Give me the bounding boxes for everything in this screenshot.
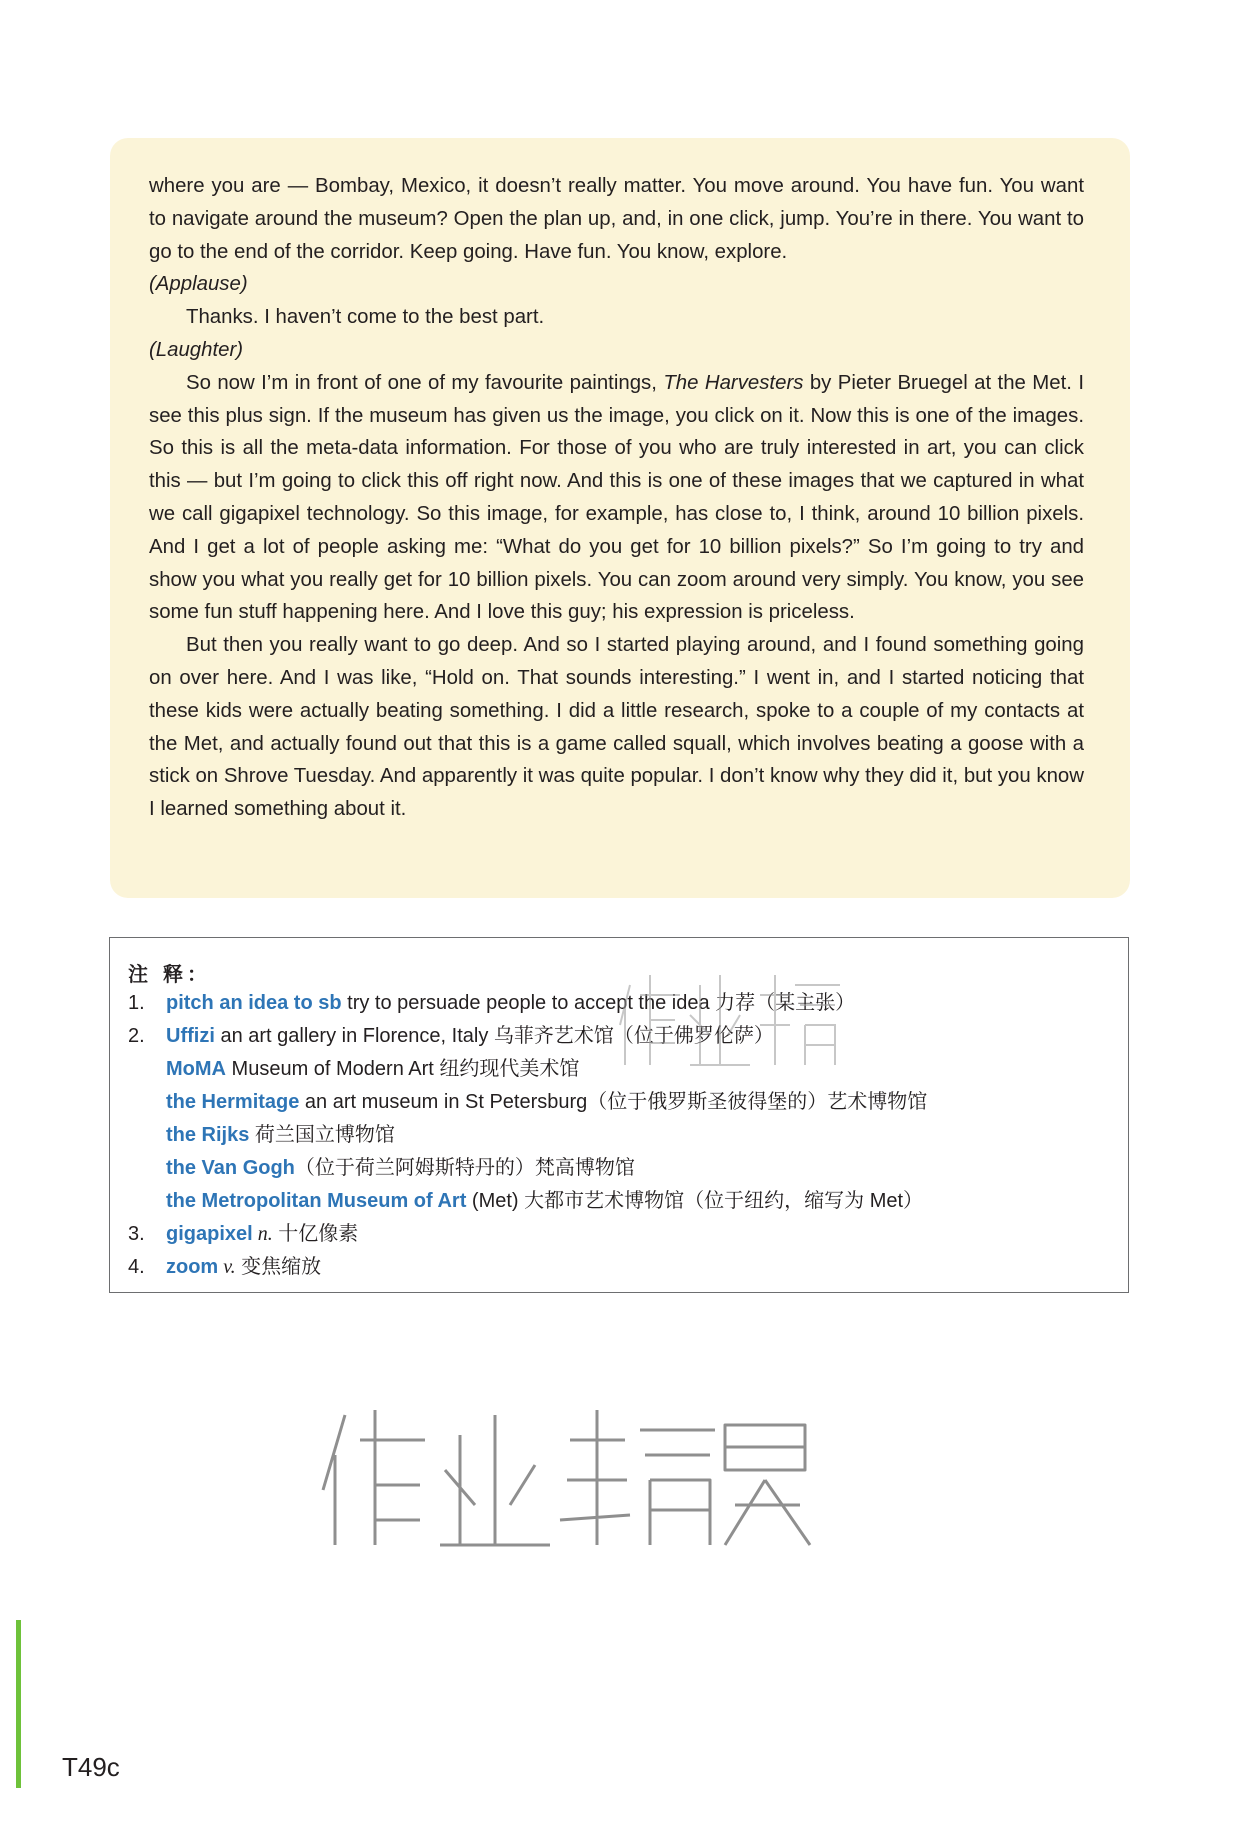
note-term: MoMA	[166, 1058, 226, 1080]
note-term: the Hermitage	[166, 1091, 300, 1113]
note-definition: Museum of Modern Art 纽约现代美术馆	[225, 1058, 580, 1080]
note-item	[128, 1088, 927, 1116]
note-item	[128, 1220, 358, 1248]
note-item	[128, 1187, 923, 1215]
note-term: the Van Gogh	[166, 1157, 295, 1179]
note-number: 2.	[128, 1025, 145, 1047]
note-definition: 荷兰国立博物馆	[249, 1124, 395, 1146]
transcript-paragraph: Thanks. I haven’t come to the best part.	[186, 306, 545, 329]
watermark-logo-small	[610, 955, 850, 1085]
note-definition: try to persuade people to accept the idea 力荐（某主张）	[341, 992, 856, 1014]
notes-title: 注 释：	[128, 962, 211, 986]
watermark-logo	[305, 1395, 825, 1555]
text-run: by Pieter Bruegel at the Met. I see this plus sign. If the museum has given us the image, you click on it. Now this is one of the images. So this is all the meta-data information. For those of you who are truly interested in art, you can click this — but I’m going to click this off right now. And this is one of these images that we captured in what we call gigapixel technology. So this image, for example, has close to, I think, around 10 billion pixels. And I get a lot of people asking me: “What do you get for 10 billion pixels?” So I’m going to try and show you what you really get for 10 billion pixels. You can zoom around very simply. You know, you see some fun stuff happening here. And I love this guy; his expression is priceless.	[149, 371, 1084, 624]
note-number: 4.	[128, 1256, 145, 1278]
note-item	[128, 1154, 635, 1182]
page-number: T49c	[62, 1752, 120, 1782]
note-definition: an art gallery in Florence, Italy 乌菲齐艺术馆（位于佛罗伦萨）	[214, 1025, 774, 1047]
note-definition: 变焦缩放	[235, 1256, 322, 1278]
note-term: the Metropolitan Museum of Art	[166, 1190, 467, 1212]
side-accent-bar	[16, 1620, 21, 1788]
transcript-paragraph: where you are — Bombay, Mexico, it doesn’t really matter. You move around. You have fun. You want to navigate around the museum? Open the plan up, and, in one click, jump. You’re in there. You want to go to the end of the corridor. Keep going. Have fun. You know, explore.	[149, 175, 1084, 263]
stage-direction: (Applause)	[149, 273, 248, 296]
note-item	[128, 1055, 579, 1083]
note-part-of-speech: v.	[218, 1256, 236, 1278]
note-definition: an art museum in St Petersburg（位于俄罗斯圣彼得堡的）艺术博物馆	[299, 1091, 928, 1113]
note-definition: (Met) 大都市艺术博物馆（位于纽约，缩写为 Met）	[466, 1190, 924, 1212]
note-number: 1.	[128, 992, 145, 1014]
note-term: pitch an idea to sb	[166, 992, 342, 1014]
note-term: the Rijks	[166, 1124, 250, 1146]
note-definition: （位于荷兰阿姆斯特丹的）梵高博物馆	[294, 1157, 635, 1179]
note-term: zoom	[166, 1256, 219, 1278]
note-item	[128, 1253, 321, 1281]
text-run: So now I’m in front of one of my favourite paintings,	[186, 371, 664, 394]
transcript-paragraph: But then you really want to go deep. And so I started playing around, and I found something going on over here. And I was like, “Hold on. That sounds interesting.” I went in, and I started noticing that these kids were actually beating something. I did a little research, spoke to a couple of my contacts at the Met, and actually found out that this is a game called squall, which involves beating a goose with a stick on Shrove Tuesday. And apparently it was quite popular. I don’t know why they did it, but you know I learned something about it.	[149, 634, 1084, 821]
note-term: Uffizi	[166, 1025, 215, 1047]
note-definition: 十亿像素	[272, 1223, 359, 1245]
note-part-of-speech: n.	[252, 1223, 273, 1245]
note-term: gigapixel	[166, 1223, 253, 1245]
transcript-paragraph	[149, 367, 1084, 629]
note-item	[128, 1121, 395, 1149]
painting-title: The Harvesters	[663, 371, 804, 394]
stage-direction: (Laughter)	[149, 338, 244, 361]
note-number: 3.	[128, 1223, 145, 1245]
transcript	[149, 170, 1084, 826]
